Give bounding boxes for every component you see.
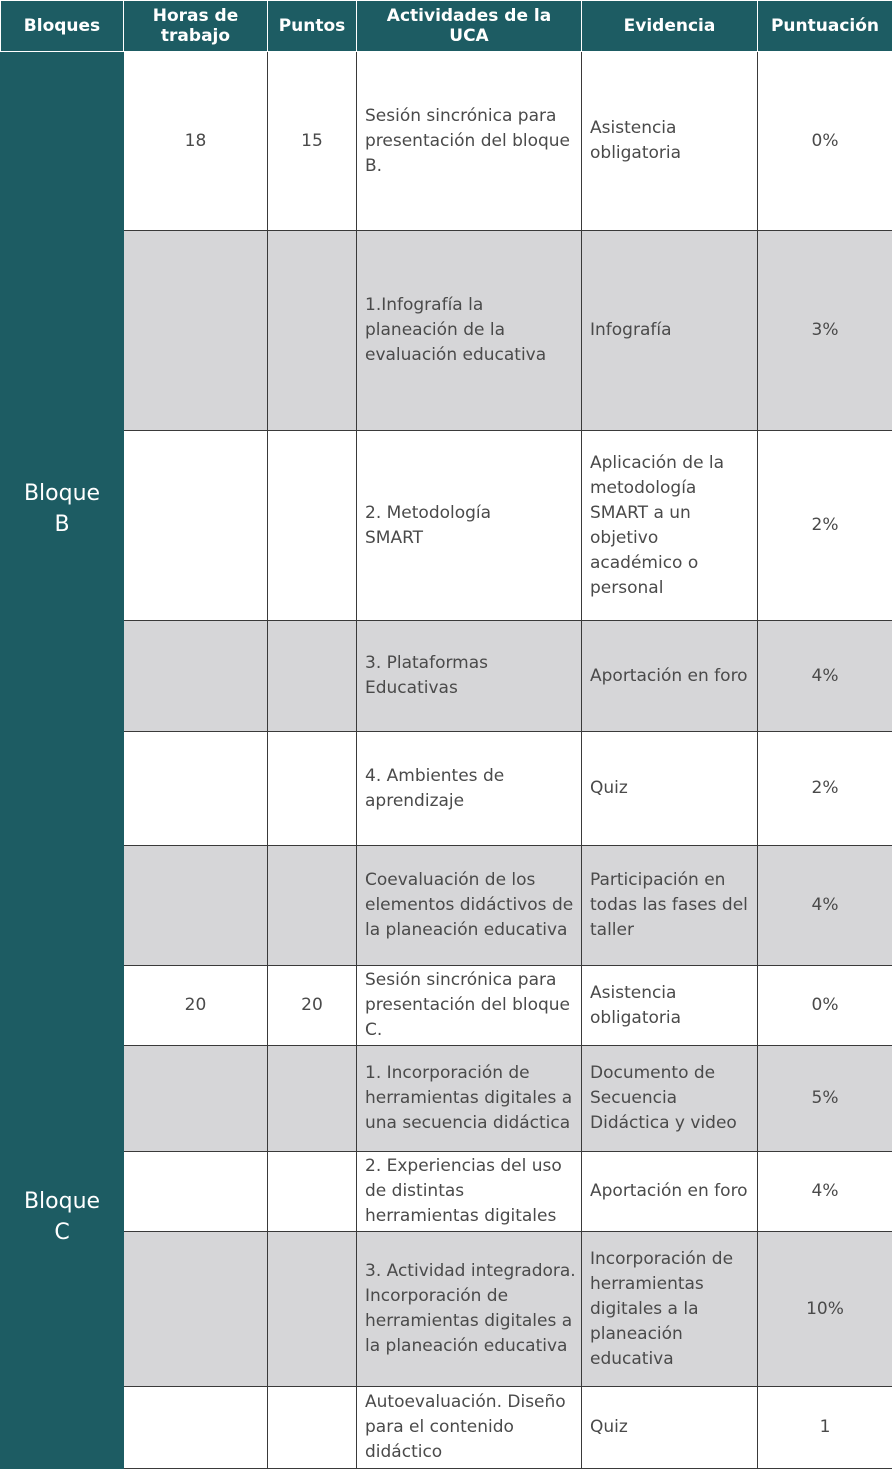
score-cell: 2% [758,732,892,846]
activity-cell: Autoevaluación. Diseño para el contenido didáctico [357,1387,582,1469]
score-cell: 1 [758,1387,892,1469]
hours-cell: 20 [124,966,268,1046]
hours-cell [124,1152,268,1232]
activity-cell: 3. Plataformas Educativas [357,621,582,732]
table-row [1,52,892,231]
table-row [1,1232,892,1387]
score-cell: 3% [758,231,892,431]
activity-cell: 2. Experiencias del uso de distintas herramientas digitales [357,1152,582,1232]
hours-cell [124,231,268,431]
header-actividades: Actividades de la UCA [357,1,582,52]
header-bloques: Bloques [1,1,124,52]
evidence-cell: Aportación en foro [582,1152,758,1232]
score-cell: 10% [758,1232,892,1387]
activity-cell: Coevaluación de los elementos didáctivos de la planeación educativa [357,846,582,966]
score-cell: 0% [758,52,892,231]
evidence-cell: Aplicación de la metodología SMART a un objetivo académico o personal [582,431,758,621]
evidence-cell: Asistencia obligatoria [582,966,758,1046]
table-row [1,431,892,621]
table-row [1,621,892,732]
hours-cell [124,1232,268,1387]
table-row [1,732,892,846]
hours-cell [124,621,268,732]
evidence-cell: Aportación en foro [582,621,758,732]
activity-cell: 1. Incorporación de herramientas digitales a una secuencia didáctica [357,1046,582,1152]
points-cell: 20 [268,966,357,1046]
block-b-label: Bloque B [1,52,124,966]
score-cell: 5% [758,1046,892,1152]
hours-cell [124,1046,268,1152]
points-cell [268,1232,357,1387]
table-row [1,1387,892,1469]
score-cell: 4% [758,1152,892,1232]
hours-cell: 18 [124,52,268,231]
block-c-label: Bloque C [1,966,124,1469]
evidence-cell: Quiz [582,732,758,846]
table-row [1,1152,892,1232]
header-puntuacion: Puntuación [758,1,892,52]
evidence-cell: Quiz [582,1387,758,1469]
activity-cell: Sesión sincrónica para presentación del bloque B. [357,52,582,231]
table-row [1,966,892,1046]
activity-cell: 4. Ambientes de aprendizaje [357,732,582,846]
points-cell [268,732,357,846]
evidence-cell: Documento de Secuencia Didáctica y video [582,1046,758,1152]
table-row [1,846,892,966]
hours-cell [124,431,268,621]
evidence-cell: Asistencia obligatoria [582,52,758,231]
points-cell [268,1046,357,1152]
points-cell [268,231,357,431]
points-cell: 15 [268,52,357,231]
header-horas: Horas de trabajo [124,1,268,52]
points-cell [268,431,357,621]
activity-cell: Sesión sincrónica para presentación del bloque C. [357,966,582,1046]
activity-cell: 1.Infografía la planeación de la evaluación educativa [357,231,582,431]
points-cell [268,846,357,966]
hours-cell [124,846,268,966]
activity-cell: 2. Metodología SMART [357,431,582,621]
evidence-cell: Infografía [582,231,758,431]
score-cell: 0% [758,966,892,1046]
points-cell [268,621,357,732]
table-row [1,1046,892,1152]
evidence-cell: Incorporación de herramientas digitales a la planeación educativa [582,1232,758,1387]
points-cell [268,1152,357,1232]
hours-cell [124,1387,268,1469]
hours-cell [124,732,268,846]
evidence-cell: Participación en todas las fases del taller [582,846,758,966]
points-cell [268,1387,357,1469]
activity-cell: 3. Actividad integradora. Incorporación de herramientas digitales a la planeación educativa [357,1232,582,1387]
header-evidencia: Evidencia [582,1,758,52]
score-cell: 4% [758,846,892,966]
score-cell: 2% [758,431,892,621]
table-row [1,231,892,431]
header-row [1,1,892,52]
score-cell: 4% [758,621,892,732]
header-puntos: Puntos [268,1,357,52]
